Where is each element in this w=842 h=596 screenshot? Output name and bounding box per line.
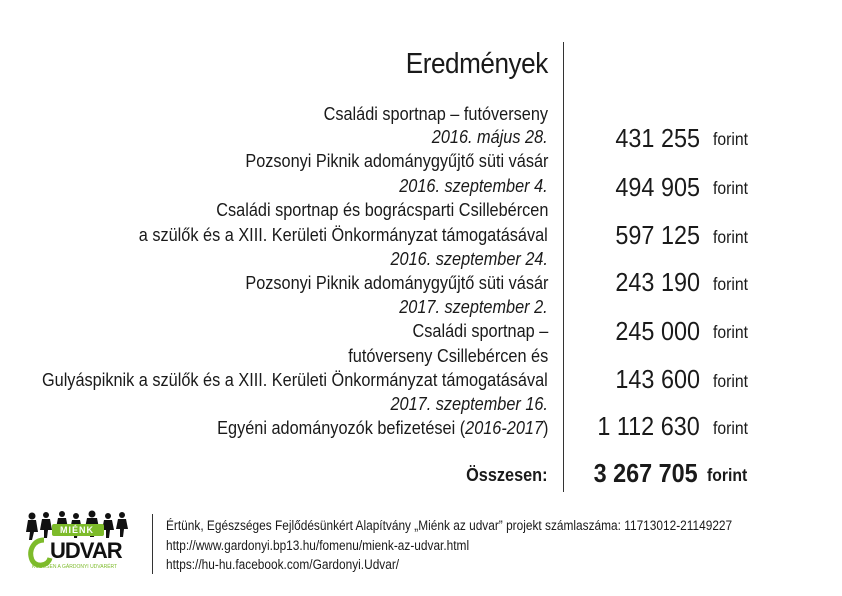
event-line: Pozsonyi Piknik adománygyűjtő süti vásár xyxy=(244,150,548,171)
footer-website-link[interactable]: http://www.gardonyi.bp13.hu/fomenu/mienk-az-udvar.html xyxy=(166,538,470,553)
page-title: Eredmények xyxy=(405,48,548,80)
amount: 243 190 xyxy=(615,267,700,297)
currency-unit: forint xyxy=(713,227,749,247)
currency-unit: forint xyxy=(713,322,749,342)
mienk-az-udvar-logo xyxy=(22,510,142,574)
event-line: Családi sportnap – futóverseny xyxy=(323,103,548,124)
event-line-donors xyxy=(217,418,548,438)
amount: 597 125 xyxy=(615,220,700,250)
event-date: 2017. szeptember 2. xyxy=(399,296,548,317)
currency-unit: forint xyxy=(713,418,749,438)
event-line: futóverseny Csillebércen és xyxy=(348,345,548,366)
amount: 494 905 xyxy=(615,172,700,202)
logo-small-text: KÖZÖSEN A GÁRDONYI UDVARÉRT xyxy=(32,564,118,570)
currency-unit: forint xyxy=(713,371,749,391)
event-date: 2016. május 28. xyxy=(432,126,548,147)
event-date: 2017. szeptember 16. xyxy=(390,393,548,414)
amount: 1 112 630 xyxy=(597,411,700,441)
logo-main-text: UDVAR xyxy=(50,538,122,563)
donors-period: 2016-2017 xyxy=(464,417,543,438)
currency-unit: forint xyxy=(713,274,749,294)
footer-divider xyxy=(152,514,153,574)
donors-paren: ) xyxy=(542,417,548,438)
event-date: 2016. szeptember 24. xyxy=(390,248,548,269)
total-amount: 3 267 705 xyxy=(593,458,698,488)
footer-facebook-link[interactable]: https://hu-hu.facebook.com/Gardonyi.Udvar/ xyxy=(166,557,400,572)
event-line: a szülők és a XIII. Kerületi Önkormányzat támogatásával xyxy=(138,224,548,245)
currency-unit: forint xyxy=(713,129,749,149)
event-line: Pozsonyi Piknik adománygyűjtő süti vásár xyxy=(244,272,548,293)
amount: 143 600 xyxy=(615,364,700,394)
total-unit: forint xyxy=(707,465,748,485)
event-line: Családi sportnap és bográcsparti Csillebércen xyxy=(215,199,548,220)
total-label: Összesen: xyxy=(466,464,548,485)
column-divider xyxy=(563,42,564,492)
footer-account-text: Értünk, Egészséges Fejlődésünkért Alapítvány „Miénk az udvar” projekt számlaszáma: 11713012-21149227 xyxy=(166,518,733,533)
amount: 245 000 xyxy=(615,316,700,346)
logo-top-text: MIÉNK xyxy=(60,525,94,535)
currency-unit: forint xyxy=(713,178,749,198)
donors-label: Egyéni adományozók befizetései ( xyxy=(216,417,465,438)
event-date: 2016. szeptember 4. xyxy=(399,175,548,196)
event-line: Gulyáspiknik a szülők és a XIII. Kerületi Önkormányzat támogatásával xyxy=(42,369,548,390)
amount: 431 255 xyxy=(615,123,700,153)
event-line: Családi sportnap – xyxy=(412,320,548,341)
